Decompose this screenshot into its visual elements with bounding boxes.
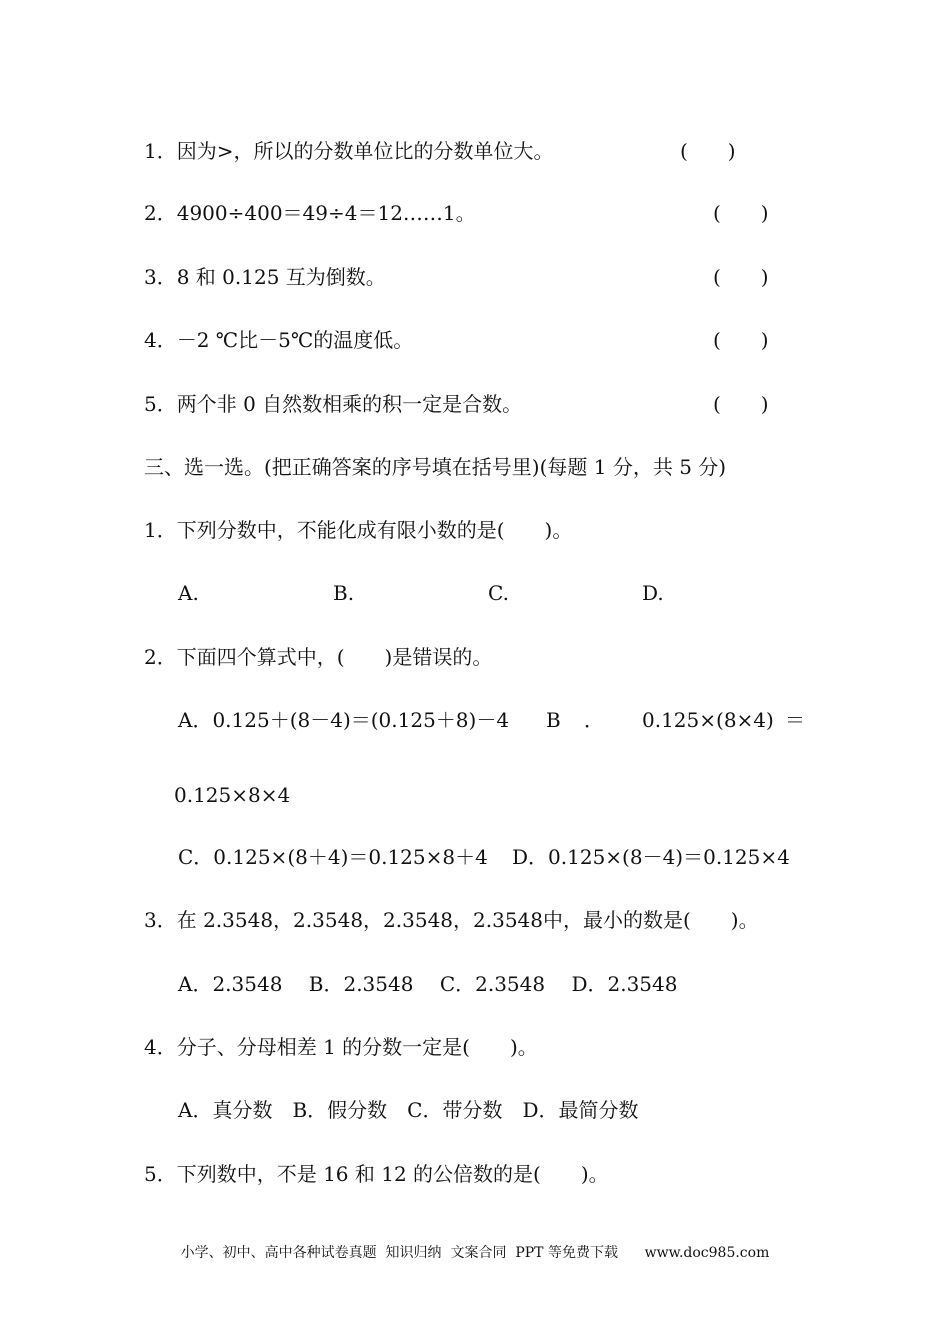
q2-option-b-eq: ＝ xyxy=(785,708,805,732)
judgment-item-3: 3．8 和 0.125 互为倒数。 xyxy=(144,265,386,289)
q2-option-b-cont: 0.125×8×4 xyxy=(174,783,291,807)
answer-paren-1: ( ) xyxy=(680,139,736,163)
judgment-item-4: 4．－2 ℃比－5℃的温度低。 xyxy=(144,328,414,352)
judgment-item-2: 2．4900÷400＝49÷4＝12……1。 xyxy=(144,201,476,225)
answer-paren-2: ( ) xyxy=(713,201,769,225)
q4-options: A．真分数 B．假分数 C．带分数 D．最简分数 xyxy=(178,1098,639,1122)
q2-option-b-label: B xyxy=(546,708,561,732)
section-heading: 三、选一选。(把正确答案的序号填在括号里)(每题 1 分，共 5 分) xyxy=(144,455,727,479)
answer-paren-4: ( ) xyxy=(713,328,769,352)
q1-option-b: B. xyxy=(333,581,355,605)
q2-option-d: D．0.125×(8－4)＝0.125×4 xyxy=(512,845,790,869)
question-2-stem: 2．下面四个算式中，( )是错误的。 xyxy=(144,645,493,669)
judgment-item-5: 5．两个非 0 自然数相乘的积一定是合数。 xyxy=(144,392,523,416)
question-4-stem: 4．分子、分母相差 1 的分数一定是( )。 xyxy=(144,1035,538,1059)
q2-option-b-expr: 0.125×(8×4) xyxy=(642,708,774,732)
q1-option-a: A. xyxy=(178,581,199,605)
q2-option-a: A．0.125＋(8－4)＝(0.125＋8)－4 xyxy=(178,708,510,732)
judgment-item-1: 1．因为>，所以的分数单位比的分数单位大。 xyxy=(144,139,554,163)
q2-option-c: C．0.125×(8＋4)＝0.125×8＋4 xyxy=(178,845,488,869)
q3-options: A．2.3548 B．2.3548 C．2.3548 D．2.3548 xyxy=(178,972,678,996)
answer-paren-3: ( ) xyxy=(713,265,769,289)
q1-option-c: C. xyxy=(488,581,509,605)
question-5-stem: 5．下列数中，不是 16 和 12 的公倍数的是( )。 xyxy=(144,1162,609,1186)
q1-option-d: D. xyxy=(642,581,664,605)
question-1-stem: 1．下列分数中，不能化成有限小数的是( )。 xyxy=(144,518,573,542)
page-footer: 小学、初中、高中各种试卷真题 知识归纳 文案合同 PPT 等免费下载 www.doc985.com xyxy=(180,1245,770,1261)
question-3-stem: 3．在 2.3548，2.3548，2.3548，2.3548中，最小的数是( )。 xyxy=(144,908,759,932)
answer-paren-5: ( ) xyxy=(713,392,769,416)
q2-option-b-dot: ． xyxy=(584,708,604,732)
